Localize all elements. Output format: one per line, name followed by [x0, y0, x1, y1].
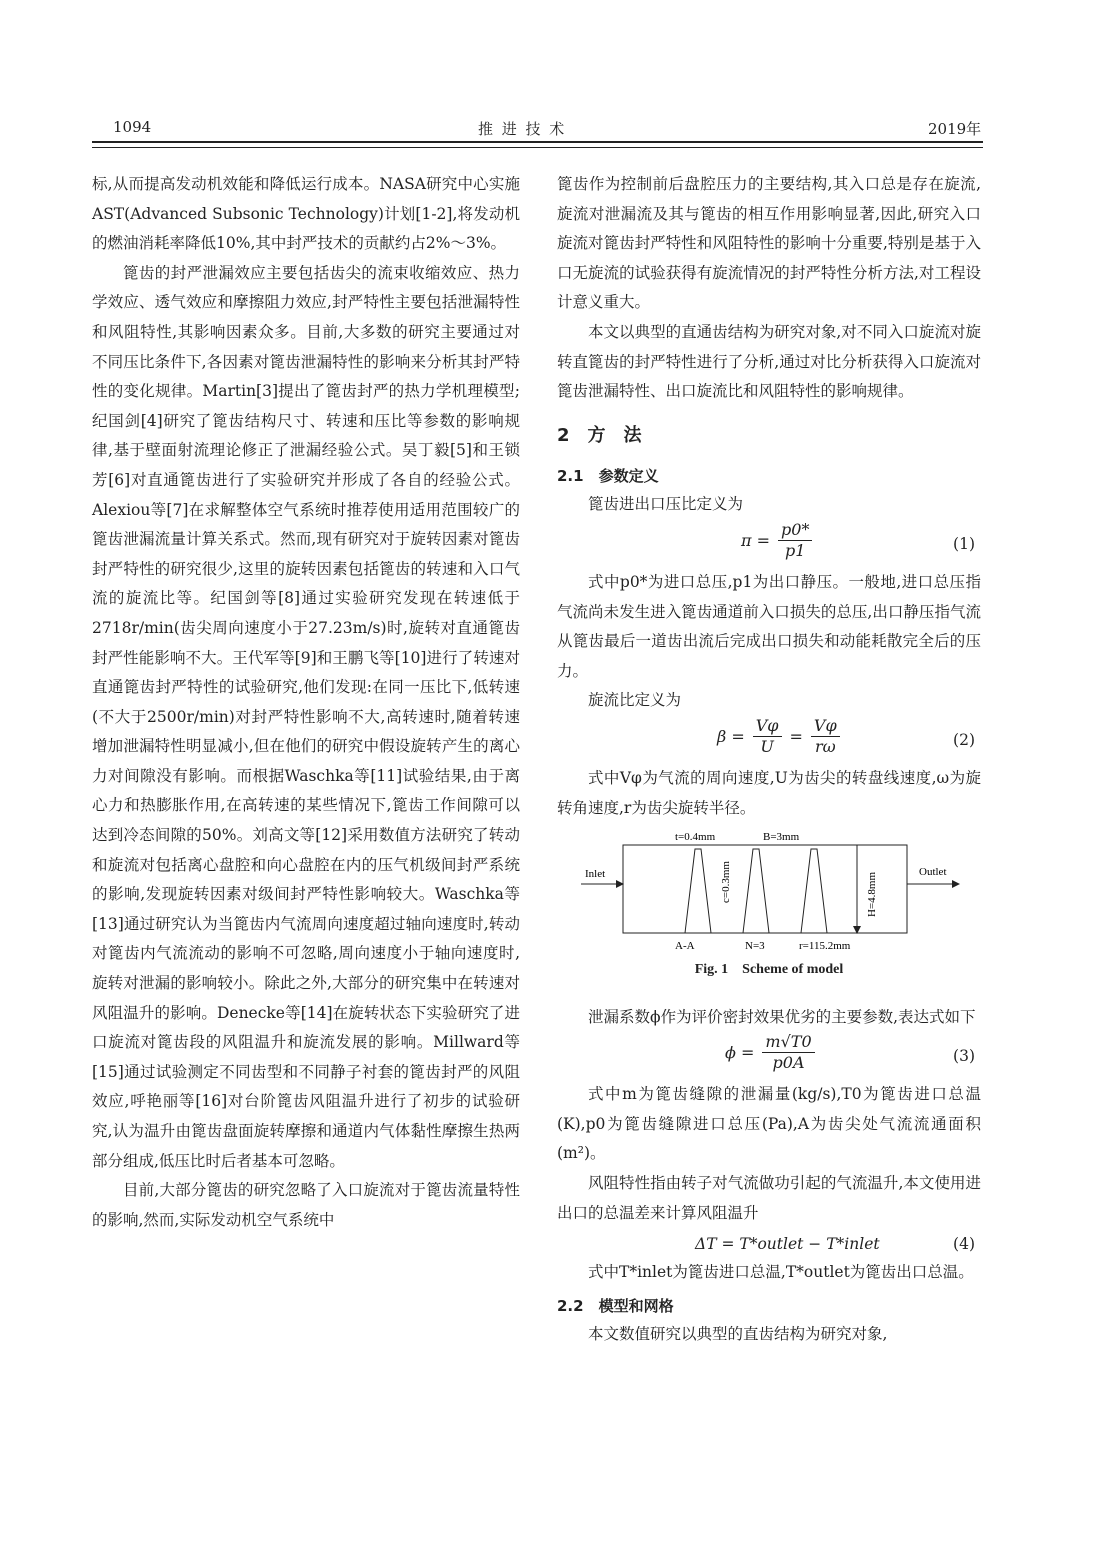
equation-body: ΔT = T*outlet − T*inlet [695, 1235, 880, 1254]
numerator: Vφ [811, 716, 840, 737]
denominator: rω [814, 736, 836, 756]
fraction [778, 520, 812, 561]
section-label: A-A [675, 940, 695, 953]
equation-1 [557, 520, 981, 568]
right-column [557, 170, 981, 1349]
equation-number: (1) [953, 534, 975, 553]
equation-3 [557, 1032, 981, 1080]
paragraph: 旋流比定义为 [588, 691, 682, 710]
inlet-label: Inlet [585, 868, 606, 881]
tooth-2 [743, 849, 769, 933]
outlet-label: Outlet [919, 866, 947, 879]
paragraph: 式中T*inlet为篦齿进口总温,T*outlet为篦齿出口总温。 [588, 1263, 974, 1282]
header-rule-thin [92, 147, 983, 148]
paragraph: 风阻特性指由转子对气流做功引起的气流温升,本文使用进出口的总温差来计算风阻温升 [557, 1174, 981, 1222]
subsection-heading: 2.2 模型和网格 [557, 1296, 674, 1315]
fraction [762, 1032, 814, 1073]
numerator: p0* [778, 520, 812, 541]
paragraph: 篦齿进出口压比定义为 [588, 495, 744, 514]
paragraph: 标,从而提高发动机效能和降低运行成本。NASA研究中心实施AST(Advanced Subsonic Technology)计划[1-2],将发动机的燃油消耗率降低10%,其中封严技术的贡献约占2%～3%。 [92, 175, 520, 253]
tooth-count-label: N=3 [745, 940, 765, 953]
figure-caption: Fig. 1 Scheme of model [694, 962, 844, 978]
equation-number: (4) [953, 1235, 975, 1254]
paragraph: 本文以典型的直通齿结构为研究对象,对不同入口旋流对旋转直篦齿的封严特性进行了分析,通过对比分析获得入口旋流对篦齿泄漏特性、出口旋流比和风阻特性的影响规律。 [557, 322, 981, 401]
year: 2019年 [928, 120, 982, 138]
left-column [92, 170, 520, 1235]
fraction [753, 716, 782, 757]
tooth-1 [685, 849, 711, 933]
paragraph: 本文数值研究以典型的直齿结构为研究对象, [588, 1324, 888, 1343]
paragraph: 目前,大部分篦齿的研究忽略了入口旋流对于篦齿流量特性的影响,然而,实际发动机空气系统中 [92, 1181, 520, 1229]
paragraph: 泄漏系数ϕ作为评价密封效果优劣的主要参数,表达式如下 [588, 1007, 976, 1026]
paragraph: 式中Vφ为气流的周向速度,U为齿尖的转盘线速度,ω为旋转角速度,r为齿尖旋转半径。 [557, 768, 981, 817]
paragraph: 篦齿作为控制前后盘腔压力的主要结构,其入口总是存在旋流,旋流对泄漏流及其与篦齿的相互作用影响显著,因此,研究入口旋流对篦齿封严特性和风阻特性的影响十分重要,特别是基于入口无旋流的试验获得有旋流情况的封严特性分析方法,对工程设计意义重大。 [557, 175, 981, 312]
denominator: p0A [772, 1053, 805, 1073]
equation-lhs: π = [741, 530, 771, 550]
equation-number: (2) [953, 730, 975, 749]
equation-2 [557, 716, 981, 764]
paragraph: 式中m为篦齿缝隙的泄漏量(kg/s),T0为篦齿进口总温(K),p0为篦齿缝隙进口总压(Pa),A为齿尖处气流流通面积(m²)。 [557, 1085, 981, 1163]
model-scheme-diagram [557, 823, 981, 955]
equation-lhs: ϕ = [725, 1042, 755, 1062]
pitch-label: B=3mm [763, 831, 800, 844]
denominator: p1 [785, 540, 806, 560]
denominator: U [760, 736, 774, 756]
figure-1 [557, 823, 981, 955]
equation-lhs: β = [717, 726, 745, 746]
subsection-heading: 2.1 参数定义 [557, 467, 659, 486]
numerator: Vφ [753, 716, 782, 737]
paragraph: 篦齿的封严泄漏效应主要包括齿尖的流束收缩效应、热力学效应、透气效应和摩擦阻力效应,封严特性主要包括泄漏特性和风阻特性,其影响因素众多。目前,大多数的研究主要通过对不同压比条件下,各因素对篦齿泄漏特性的影响来分析其封严特性的变化规律。Martin[3]提出了篦齿封严的热力学机理模型;纪国剑[4]研究了篦齿结构尺寸、转速和压比等参数的影响规律,基于壁面射流理论修正了泄漏经验公式。吴丁毅[5]和王锁芳[6]对直通篦齿进行了实验研究并形成了各自的经验公式。Alexiou等[7]在求解整体空气系统时推荐使用适用范围较广的篦齿泄漏流量计算关系式。然而,现有研究对于旋转因素对篦齿封严特性的研究很少,这里的旋转因素包括篦齿的转速和入口气流的旋流比等。纪国剑等[8]通过实验研究发现在转速低于2718r/min(齿尖周向速度小于27.23m/s)时,旋转对直通篦齿封严性能影响不大。王代军等[9]和王鹏飞等[10]进行了转速对直通篦齿封严特性的试验研究,他们发现:在同一压比下,低转速(不大于2500r/min)对封严特性影响不大,高转速时,随着转速增加泄漏特性明显减小,但在他们的研究中假设旋转产生的离心力对间隙没有影响。而根据Waschka等[11]试验结果,由于离心力和热膨胀作用,在高转速的某些情况下,篦齿工作间隙可以达到冷态间隙的50%。刘高文等[12]采用数值方法研究了转动和旋流对包括离心盘腔和向心盘腔在内的压气机级间封严系统的影响,发现旋转因素对级间封严特性影响较大。Waschka等[13]通过研究认为当篦齿内气流周向速度超过轴向速度时,转动对篦齿内气流流动的影响不可忽略,周向速度小于轴向速度时,旋转对泄漏的影响较小。除此之外,大部分的研究集中在转速对风阻温升的影响。Denecke等[14]在旋转状态下实验研究了进口旋流对篦齿段的风阻温升和旋流发展的影响。Millward等[15]通过试验测定不同齿型和不同静子衬套的篦齿封严的风阻效应,呼艳丽等[16]对台阶篦齿风阻温升进行了初步的试验研究,认为温升由篦齿盘面旋转摩擦和通道内气体黏性摩擦生热两部分组成,低压比时后者基本可忽略。 [92, 263, 520, 1170]
paragraph: 式中p0*为进口总压,p1为出口静压。一般地,进口总压指气流尚未发生进入篦齿通道前入口损失的总压,出口静压指气流从篦齿最后一道齿出流后完成出口损失和动能耗散完全后的压力。 [557, 572, 981, 680]
numerator: m√T0 [762, 1032, 814, 1053]
header-rule [92, 141, 983, 143]
tip-width-label: t=0.4mm [675, 831, 716, 844]
radius-label: r=115.2mm [799, 940, 851, 953]
tooth-3 [801, 849, 827, 933]
equation-number: (3) [953, 1047, 975, 1066]
journal-name: 推 进 技 术 [478, 120, 567, 138]
section-heading: 2 方 法 [557, 424, 642, 446]
equation-4 [557, 1228, 981, 1258]
channel-outline [623, 845, 907, 933]
equals-sign: = [789, 726, 803, 746]
height-label: H=4.8mm [866, 872, 878, 918]
fraction [811, 716, 840, 757]
page-number: 1094 [113, 118, 152, 136]
clearance-label: c=0.3mm [720, 861, 732, 904]
